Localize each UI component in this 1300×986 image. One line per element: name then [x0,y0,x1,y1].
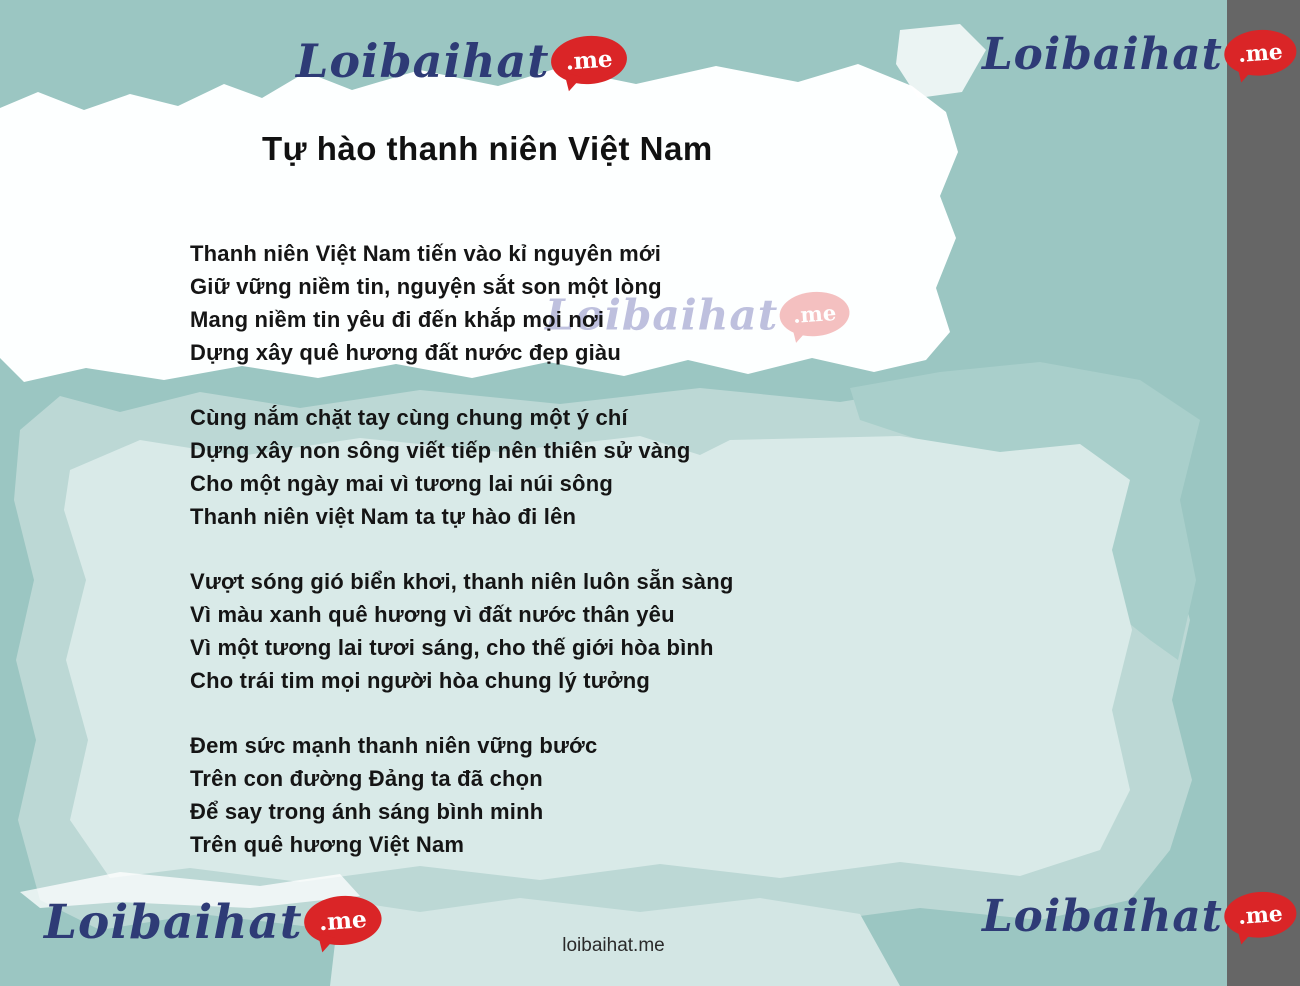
logo-me-bubble [550,33,629,86]
lyric-line: Dựng xây non sông viết tiếp nên thiên sử vàng [190,438,691,463]
loibaihat-logo-top-right [982,30,1297,78]
stanza-3 [190,565,733,697]
loibaihat-logo-top-center [296,36,627,87]
speech-bubble-tail-icon [1231,65,1254,93]
logo-script-text: Loibaihat [982,28,1223,80]
lyric-line: Cho trái tim mọi người hòa chung lý tưởng [190,668,650,693]
logo-me-bubble [303,893,384,947]
logo-me-bubble [779,290,852,339]
logo-me-text: .me [565,44,614,76]
logo-script-text: Loibaihat [545,290,779,340]
lyric-line: Trên con đường Đảng ta đã chọn [190,766,543,791]
speech-bubble-tail-icon [1231,927,1254,955]
stanza-2 [190,401,733,533]
lyric-line: Giữ vững niềm tin, nguyện sắt son một lòng [190,274,662,299]
lyric-line: Trên quê hương Việt Nam [190,832,465,857]
song-title: Tự hào thanh niên Việt Nam [262,130,713,168]
loibaihat-logo-bottom-right [982,892,1297,940]
lyrics-body [190,237,733,893]
logo-me-text: .me [318,905,369,936]
lyric-line: Để say trong ánh sáng bình minh [190,799,544,824]
lyric-line: Cho một ngày mai vì tương lai núi sông [190,471,613,496]
lyric-line: Thanh niên Việt Nam tiến vào kỉ nguyên mới [190,241,662,266]
stanza-4 [190,729,733,861]
lyric-line: Cùng nắm chặt tay cùng chung một ý chí [190,405,628,430]
logo-me-bubble [1223,890,1298,941]
loibaihat-logo-bottom-left [44,893,382,950]
logo-script-text: Loibaihat [982,890,1223,942]
logo-me-text: .me [1237,900,1284,930]
lyric-line: Mang niềm tin yêu đi đến khắp mọi nơi [190,307,605,332]
lyric-line: Thanh niên việt Nam ta tự hào đi lên [190,504,577,529]
footer-site-name: loibaihat.me [562,935,665,956]
stanza-1 [190,237,733,369]
logo-script-text: Loibaihat [44,893,303,950]
logo-script-text: Loibaihat [296,34,550,88]
lyric-line: Đem sức mạnh thanh niên vững bước [190,733,598,758]
lyric-line: Dựng xây quê hương đất nước đẹp giàu [190,340,621,365]
lyric-line: Vượt sóng gió biển khơi, thanh niên luôn sẵn sàng [190,569,734,594]
lyric-line: Vì một tương lai tươi sáng, cho thế giới hòa bình [190,635,714,660]
logo-me-bubble [1223,28,1298,79]
lyric-line: Vì màu xanh quê hương vì đất nước thân yêu [190,602,675,627]
logo-me-text: .me [1237,38,1284,68]
logo-me-text: .me [792,300,838,328]
